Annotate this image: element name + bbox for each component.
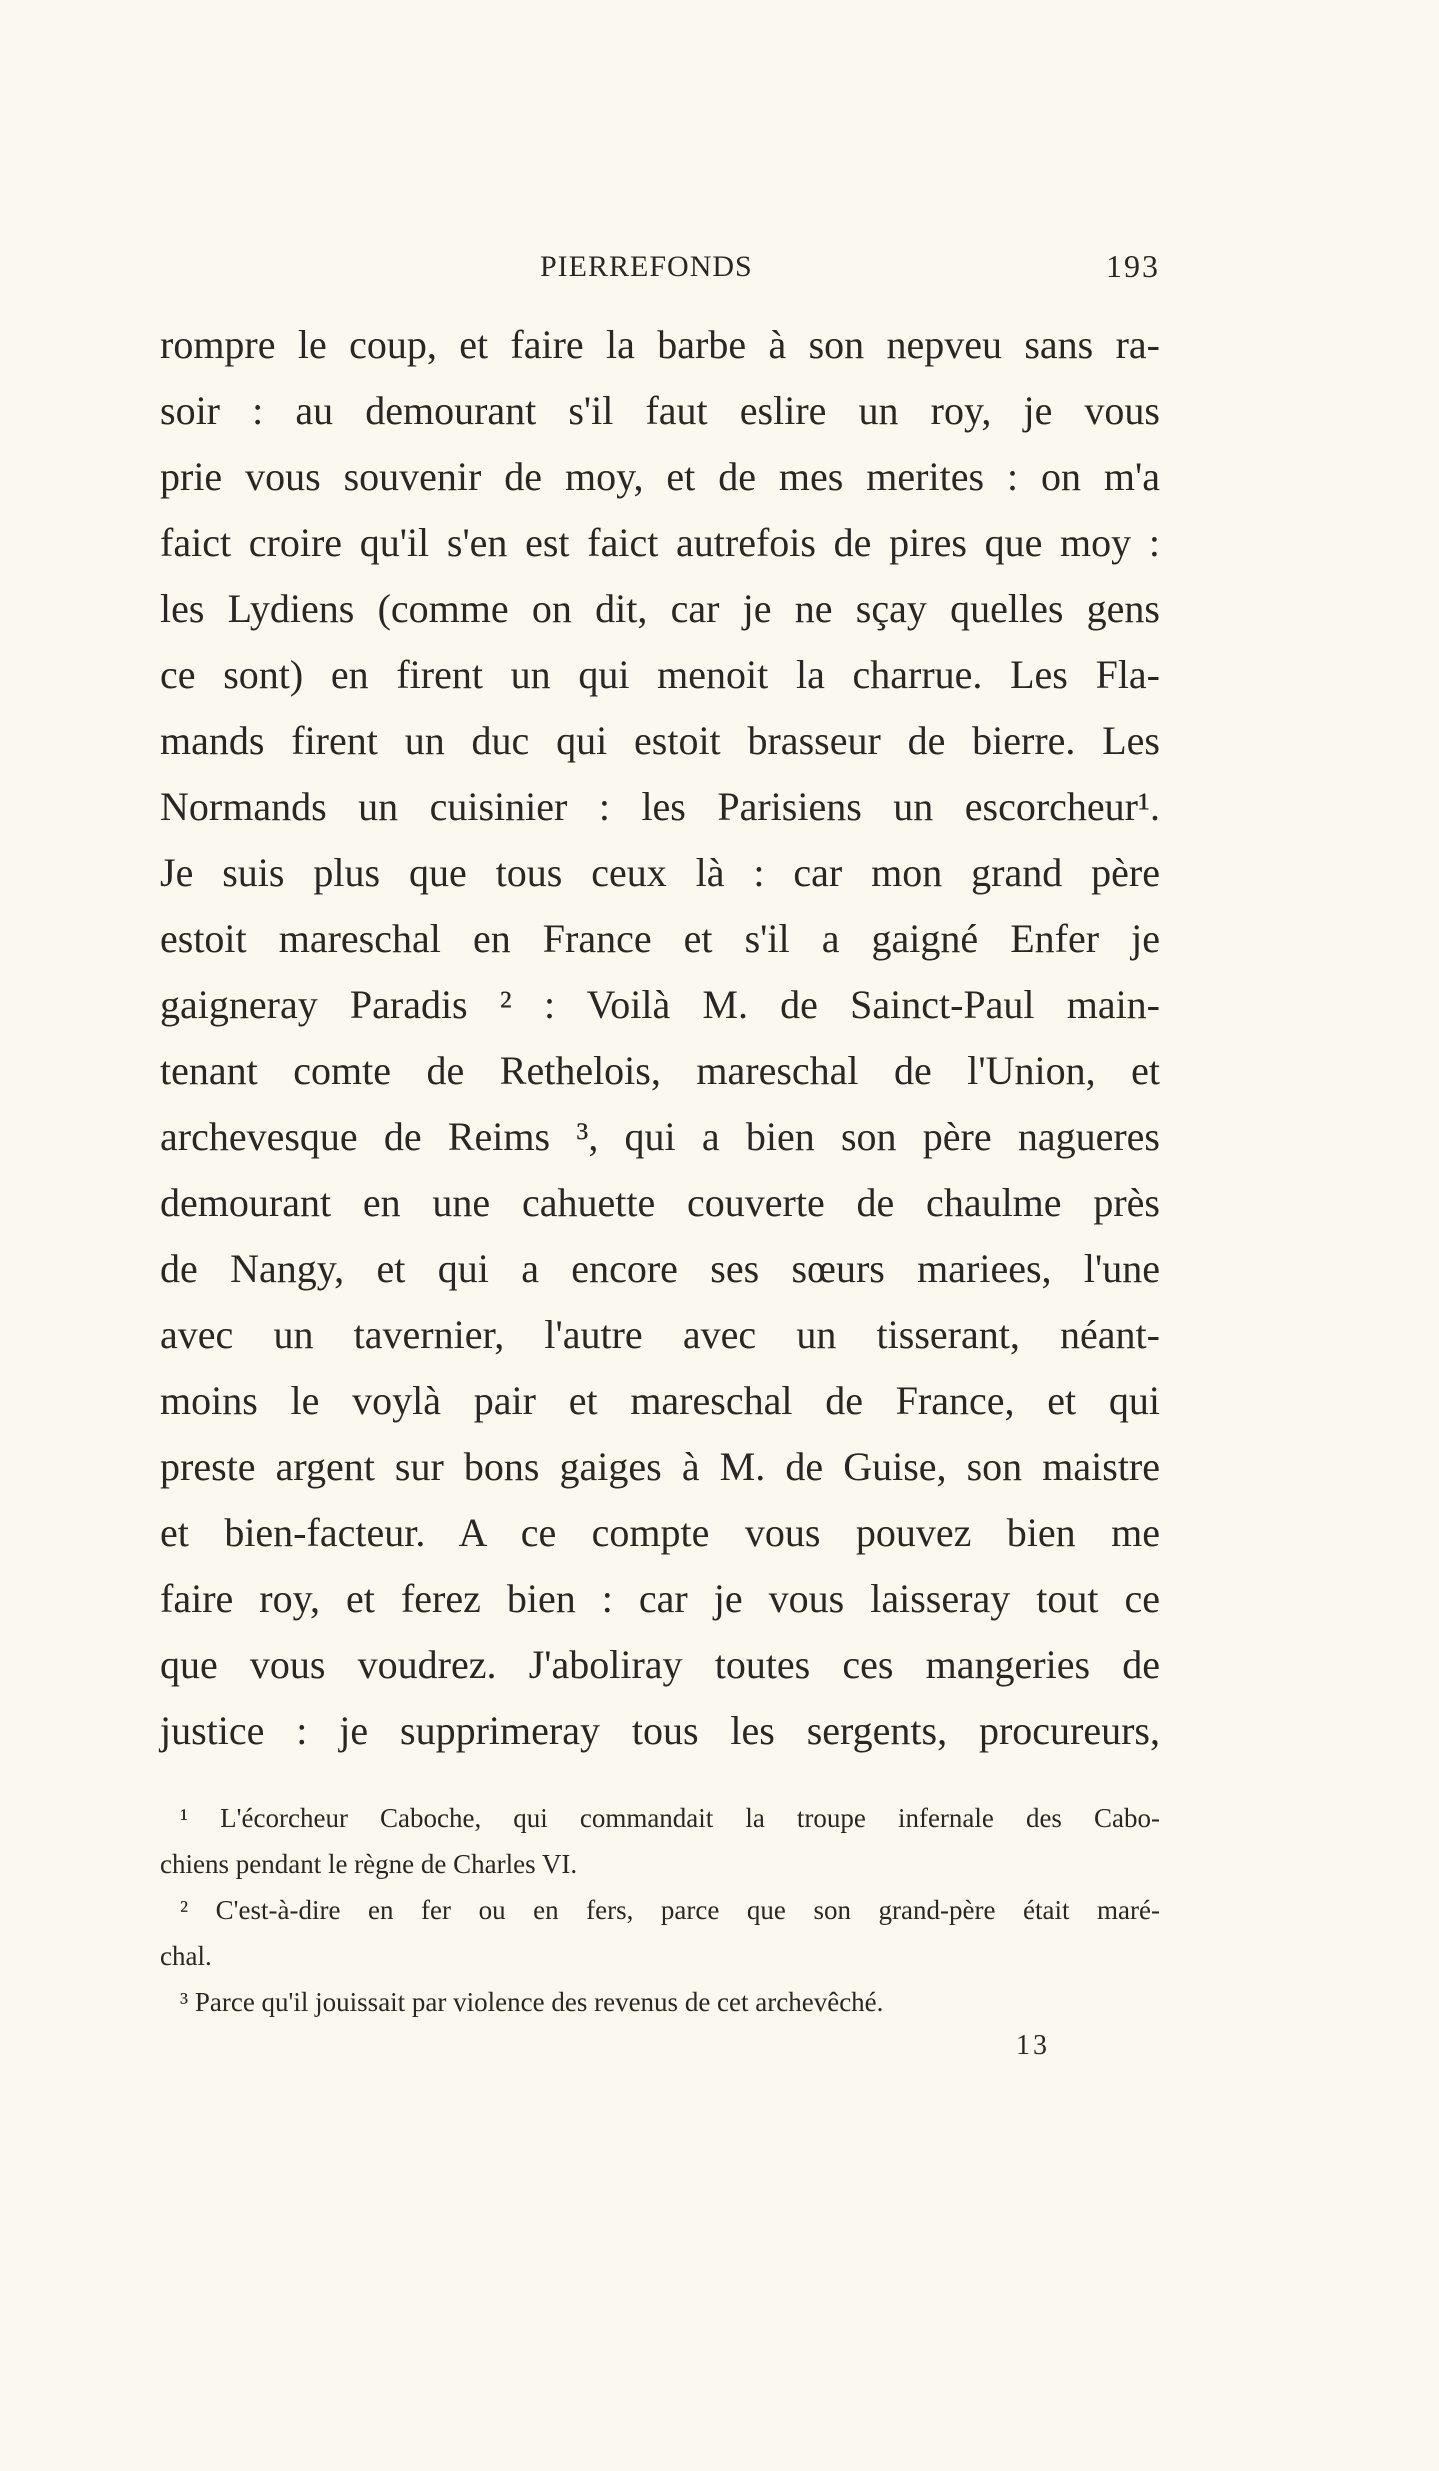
text-line: mands firent un duc qui estoit brasseur de bierre. Les bbox=[160, 718, 1160, 763]
text-line: archevesque de Reims ³, qui a bien son père nagueres bbox=[160, 1114, 1160, 1159]
running-head bbox=[160, 250, 1160, 290]
body-text bbox=[160, 312, 1160, 1764]
text-line: faire roy, et ferez bien : car je vous laisseray tout ce bbox=[160, 1576, 1160, 1621]
text-line: faict croire qu'il s'en est faict autrefois de pires que moy : bbox=[160, 520, 1160, 565]
signature-mark: 13 bbox=[1016, 2030, 1050, 2061]
footnote-1-cont: chiens pendant le règne de Charles VI. bbox=[160, 1849, 578, 1879]
text-line: estoit mareschal en France et s'il a gaigné Enfer je bbox=[160, 916, 1160, 961]
text-line: soir : au demourant s'il faut eslire un roy, je vous bbox=[160, 388, 1160, 433]
text-line: rompre le coup, et faire la barbe à son nepveu sans ra- bbox=[160, 322, 1160, 367]
text-line: les Lydiens (comme on dit, car je ne sçay quelles gens bbox=[160, 586, 1160, 631]
text-line: prie vous souvenir de moy, et de mes merites : on m'a bbox=[160, 454, 1160, 499]
footnote-3: ³ Parce qu'il jouissait par violence des revenus de cet archevêché. bbox=[180, 1987, 884, 2017]
running-head-title: PIERREFONDS bbox=[540, 250, 753, 283]
footnotes bbox=[160, 1795, 1160, 2025]
text-line: que vous voudrez. J'aboliray toutes ces mangeries de bbox=[160, 1642, 1160, 1687]
text-line: ce sont) en firent un qui menoit la charrue. Les Fla- bbox=[160, 652, 1160, 697]
page-number: 193 bbox=[1106, 248, 1160, 284]
text-line: et bien-facteur. A ce compte vous pouvez bien me bbox=[160, 1510, 1160, 1555]
text-line: Normands un cuisinier : les Parisiens un escorcheur¹. bbox=[160, 784, 1160, 829]
text-line: gaigneray Paradis ² : Voilà M. de Sainct-Paul main- bbox=[160, 982, 1160, 1027]
text-line: avec un tavernier, l'autre avec un tisserant, néant- bbox=[160, 1312, 1160, 1357]
footnote-2-cont: chal. bbox=[160, 1941, 212, 1971]
text-line: tenant comte de Rethelois, mareschal de l'Union, et bbox=[160, 1048, 1160, 1093]
text-line: de Nangy, et qui a encore ses sœurs mariees, l'une bbox=[160, 1246, 1160, 1291]
text-line: justice : je supprimeray tous les sergents, procureurs, bbox=[160, 1708, 1160, 1753]
text-line: moins le voylà pair et mareschal de France, et qui bbox=[160, 1378, 1160, 1423]
footnote-1: ¹ L'écorcheur Caboche, qui commandait la troupe infernale des Cabo- bbox=[180, 1803, 1160, 1833]
text-line: demourant en une cahuette couverte de chaulme près bbox=[160, 1180, 1160, 1225]
text-line: preste argent sur bons gaiges à M. de Guise, son maistre bbox=[160, 1444, 1160, 1489]
text-line: Je suis plus que tous ceux là : car mon grand père bbox=[160, 850, 1160, 895]
footnote-2: ² C'est-à-dire en fer ou en fers, parce que son grand-père était maré- bbox=[180, 1895, 1160, 1925]
